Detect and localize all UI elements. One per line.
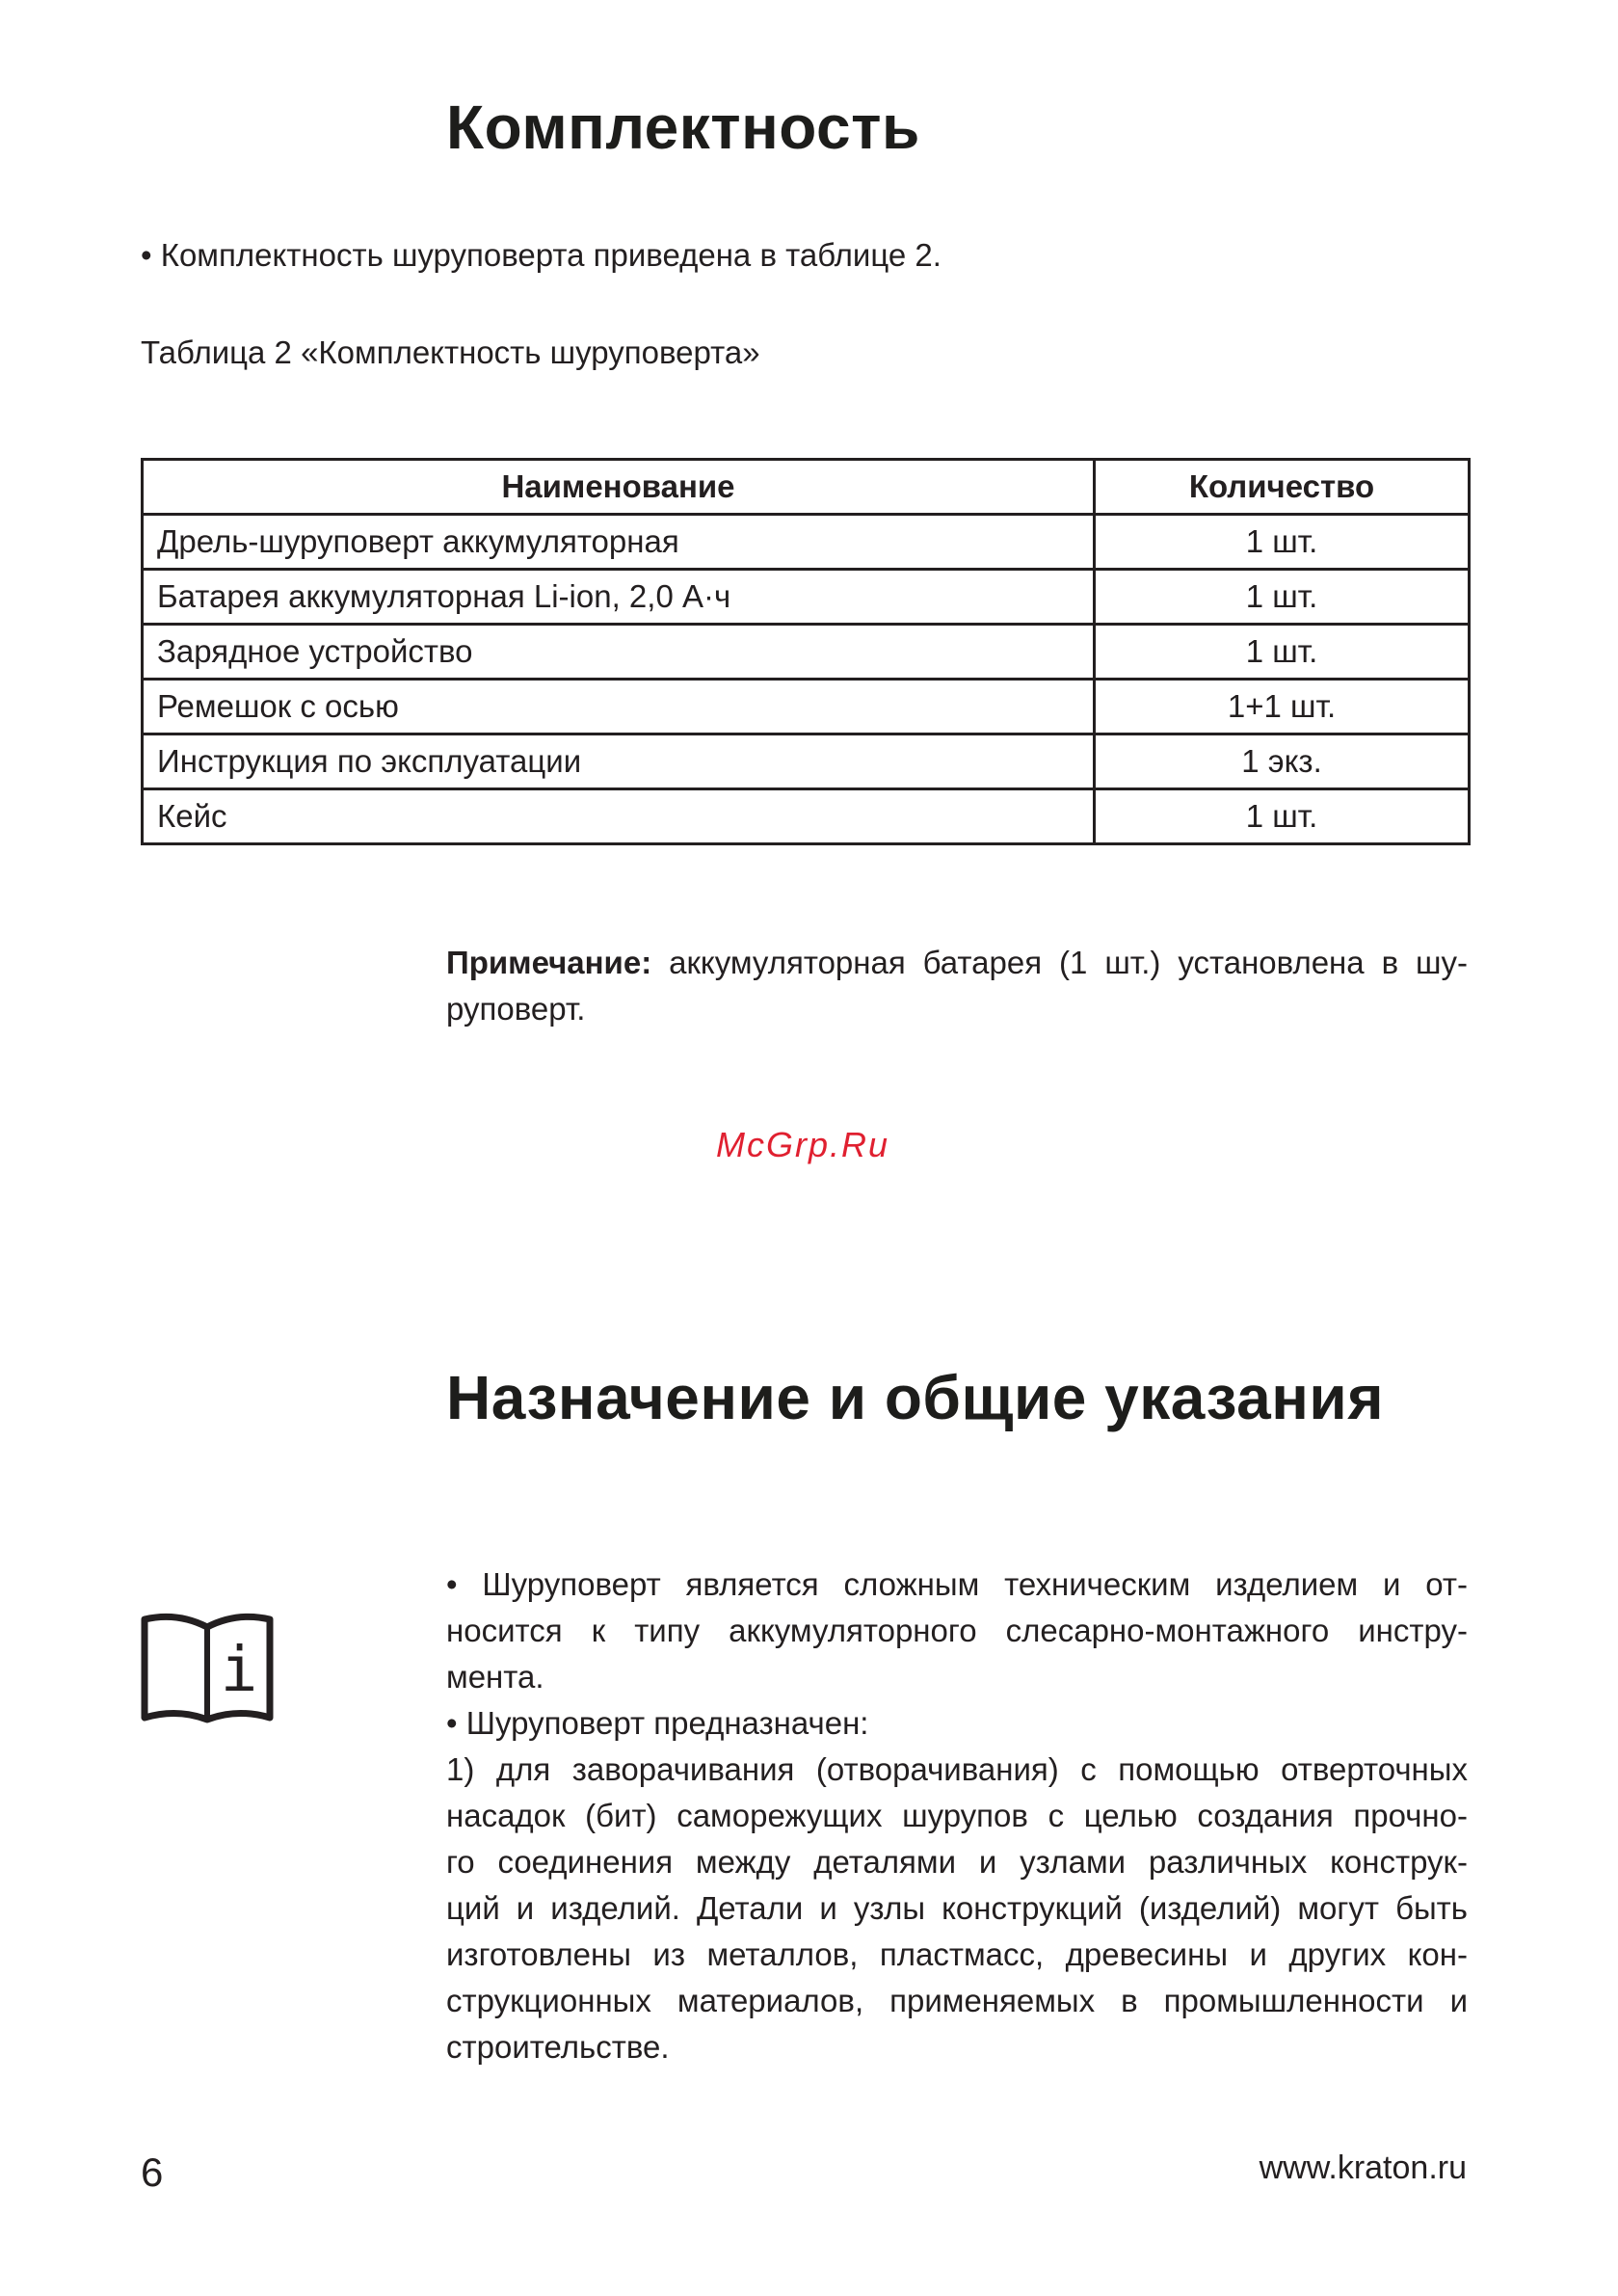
- watermark-text: McGrp.Ru: [716, 1125, 890, 1164]
- paragraph-line: го соединения между деталями и узлами различных конструк-: [446, 1844, 1468, 1880]
- table-cell-name: Зарядное устройство: [143, 625, 1095, 680]
- paragraph-line: носится к типу аккумуляторного слесарно-монтажного инстру-: [446, 1613, 1468, 1648]
- table-cell-quantity: 1 шт.: [1095, 515, 1470, 570]
- intro-text: • Комплектность шуруповерта приведена в таблице 2.: [141, 237, 942, 273]
- table-row: [143, 789, 1470, 844]
- table-cell-name: Инструкция по эксплуатации: [143, 734, 1095, 789]
- completeness-table: [141, 458, 1471, 845]
- table-note-line: руповерт.: [446, 991, 586, 1027]
- paragraph-line: • Шуруповерт предназначен:: [446, 1705, 869, 1741]
- paragraph-line: ций и изделий. Детали и узлы конструкций (изделий) могут быть: [446, 1890, 1468, 1926]
- table-note-text: аккумуляторная батарея (1 шт.) установлена в шу-: [669, 945, 1468, 980]
- table-note-label: Примечание:: [446, 945, 652, 980]
- page-number: 6: [141, 2149, 164, 2195]
- paragraph-line: мента.: [446, 1659, 544, 1695]
- table-cell-quantity: 1 экз.: [1095, 734, 1470, 789]
- table-cell-quantity: 1 шт.: [1095, 570, 1470, 625]
- table-note: [446, 940, 1468, 1032]
- table-cell-name: Дрель-шуруповерт аккумуляторная: [143, 515, 1095, 570]
- paragraph-line: строительстве.: [446, 2029, 670, 2065]
- table-row: [143, 515, 1470, 570]
- table-cell-quantity: 1 шт.: [1095, 625, 1470, 680]
- book-info-icon: [141, 1612, 274, 1725]
- table-cell-quantity: 1 шт.: [1095, 789, 1470, 844]
- table-row: [143, 625, 1470, 680]
- paragraph-line: струкционных материалов, применяемых в промышленности и: [446, 1983, 1468, 2018]
- website-link[interactable]: www.kraton.ru: [1259, 2149, 1467, 2186]
- table-header-row: [143, 460, 1470, 515]
- table-header-quantity: Количество: [1095, 460, 1470, 515]
- paragraph-line: • Шуруповерт является сложным техническим изделием и от-: [446, 1566, 1468, 1602]
- table-row: [143, 680, 1470, 734]
- table-row: [143, 570, 1470, 625]
- section-title-completeness: Комплектность: [446, 93, 920, 162]
- paragraph-line: 1) для заворачивания (отворачивания) с помощью отверточных: [446, 1751, 1468, 1787]
- purpose-paragraph: [446, 1562, 1468, 2070]
- paragraph-line: насадок (бит) саморежущих шурупов с целью создания прочно-: [446, 1798, 1468, 1833]
- paragraph-line: изготовлены из металлов, пластмасс, древесины и других кон-: [446, 1936, 1468, 1972]
- table-row: [143, 734, 1470, 789]
- section-title-purpose: Назначение и общие указания: [446, 1363, 1385, 1432]
- table-header-name: Наименование: [143, 460, 1095, 515]
- table-cell-quantity: 1+1 шт.: [1095, 680, 1470, 734]
- table-note-line: [446, 940, 1468, 986]
- table-caption: Таблица 2 «Комплектность шуруповерта»: [141, 334, 760, 370]
- table-cell-name: Батарея аккумуляторная Li-ion, 2,0 А·ч: [143, 570, 1095, 625]
- svg-text:i: i: [220, 1635, 258, 1706]
- table-cell-name: Ремешок с осью: [143, 680, 1095, 734]
- table-cell-name: Кейс: [143, 789, 1095, 844]
